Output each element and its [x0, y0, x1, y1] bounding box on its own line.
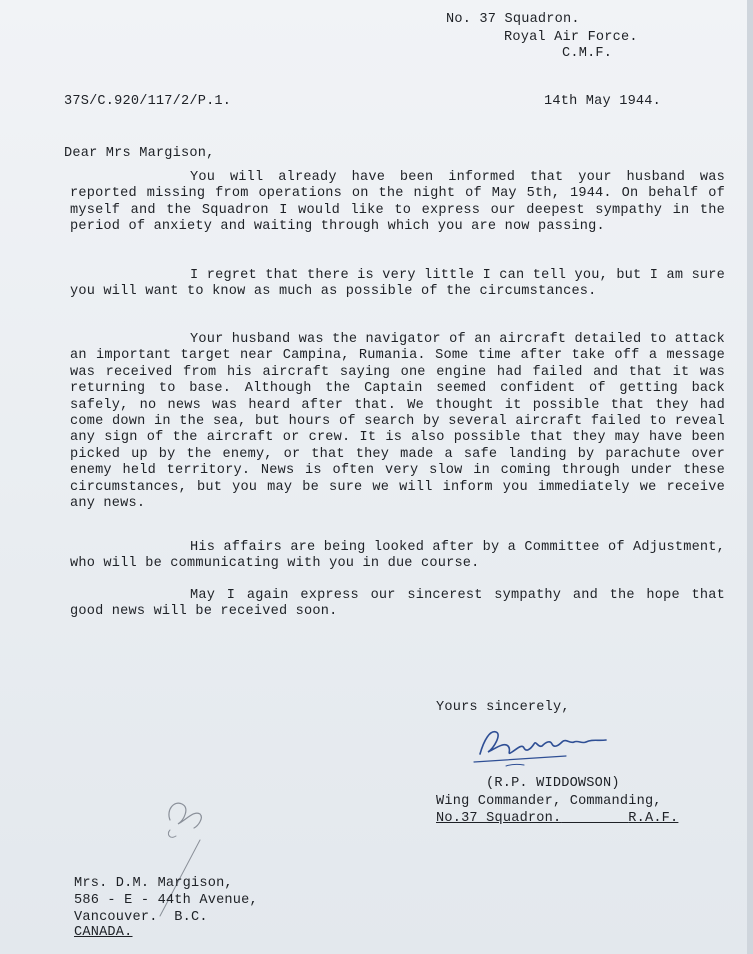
letterhead-squadron: No. 37 Squadron.	[446, 12, 580, 27]
body-paragraph-2: I regret that there is very little I can tell you, but I am sure you will want to know as much as possible of the circumstances.	[70, 268, 725, 300]
address-line-3: Vancouver. B.C.	[74, 910, 208, 925]
valediction: Yours sincerely,	[436, 700, 570, 715]
paper-edge	[747, 0, 753, 954]
letterhead-raf: Royal Air Force.	[504, 30, 638, 45]
signatory-title: Wing Commander, Commanding,	[436, 794, 662, 809]
salutation: Dear Mrs Margison,	[64, 146, 215, 161]
letter-date: 14th May 1944.	[544, 94, 662, 109]
reference-number: 37S/C.920/117/2/P.1.	[64, 94, 232, 109]
address-line-4: CANADA.	[74, 925, 133, 940]
body-paragraph-3: Your husband was the navigator of an aircraft detailed to attack an important target near Campina, Rumania. Some time after take off a message was received from his aircraft saying one engine had failed and that it was returning to base. Although the Captain seemed confident of getting back safely, no news was heard after that. We thought it possible that they had come down in the sea, but hours of search by several aircraft failed to reveal any sign of the aircraft or crew. It is also possible that they may have been picked up by the enemy, or that they made a safe landing by parachute over enemy held territory. News is often very slow in coming through under these circumstances, but you may be sure we will inform you immediately we receive any news.	[70, 332, 725, 512]
signatory-unit: No.37 Squadron. R.A.F.	[436, 811, 679, 826]
body-paragraph-4: His affairs are being looked after by a Committee of Adjustment, who will be communicating with you in due course.	[70, 540, 725, 572]
address-line-1: Mrs. D.M. Margison,	[74, 876, 233, 891]
letterhead-cmf: C.M.F.	[562, 46, 613, 61]
body-paragraph-1: You will already have been informed that your husband was reported missing from operations on the night of May 5th, 1944. On behalf of myself and the Squadron I would like to express our deepest sympathy in the period of anxiety and waiting through which you are now passing.	[70, 170, 725, 235]
handwritten-signature	[466, 722, 646, 768]
body-paragraph-5: May I again express our sincerest sympathy and the hope that good news will be received soon.	[70, 588, 725, 620]
signatory-name: (R.P. WIDDOWSON)	[486, 776, 620, 791]
address-line-2: 586 - E - 44th Avenue,	[74, 893, 258, 908]
